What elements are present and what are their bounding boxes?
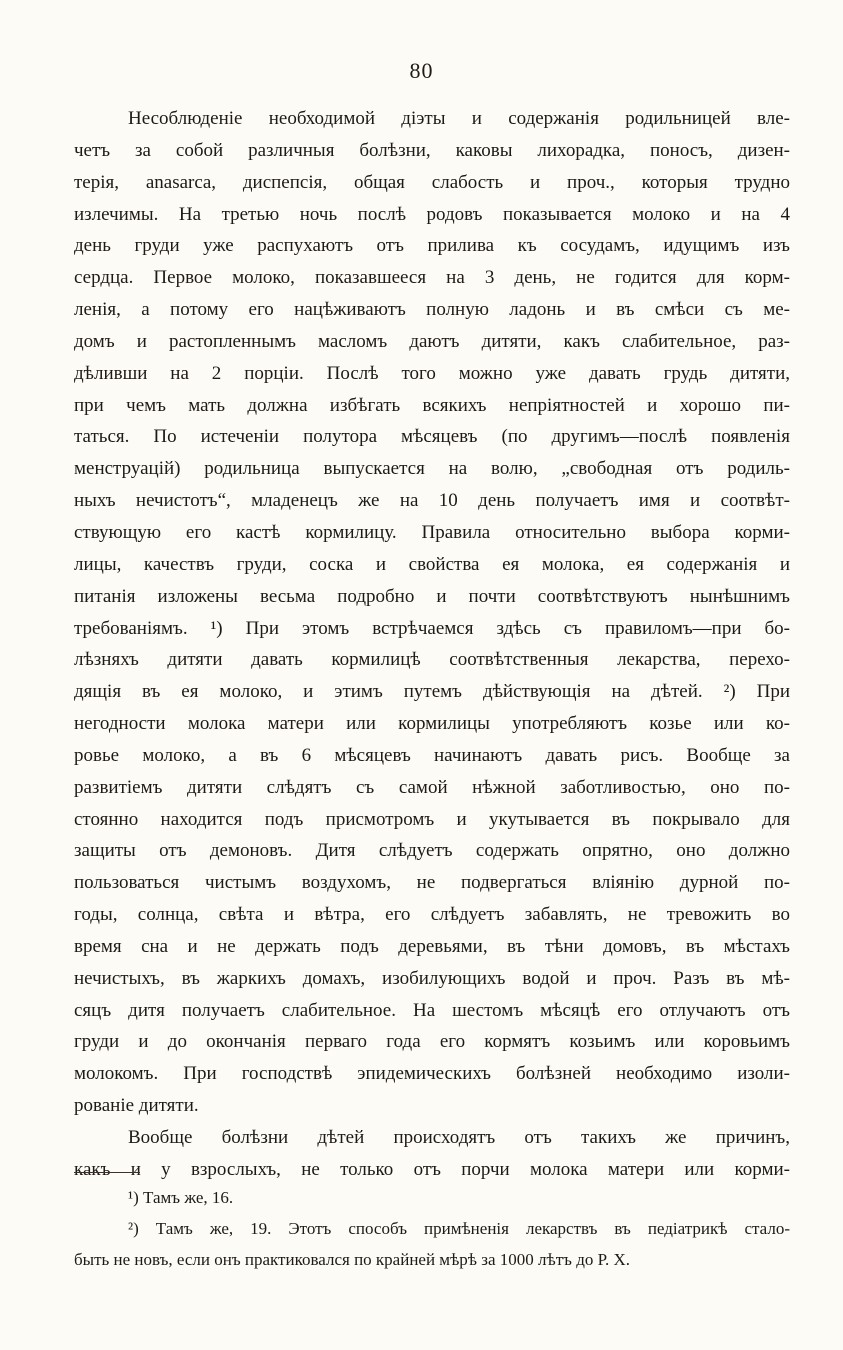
text-line: при чемъ мать должна избѣгать всякихъ непріятностей и хорошо пи- [74, 394, 790, 416]
text-line: пользоваться чистымъ воздухомъ, не подвергаться вліянію дурной по- [74, 872, 790, 894]
text-line: терія, anasarca, диспепсія, общая слабость и проч., которыя трудно [74, 171, 790, 193]
body-text [74, 103, 790, 1186]
text-line: лицы, качествъ груди, соска и свойства ея молока, ея содержанія и [74, 553, 790, 575]
page-number: 80 [409, 58, 434, 83]
text-line: нечистыхъ, въ жаркихъ домахъ, изобилующихъ водой и проч. Разъ въ мѣ- [74, 967, 790, 989]
text-line: время сна и не держать подъ деревьями, въ тѣни домовъ, въ мѣстахъ [74, 935, 790, 957]
text-line: менструацій) родильница выпускается на волю, „свободная отъ родиль- [74, 458, 790, 480]
text-line: сяцъ дитя получаетъ слабительное. На шестомъ мѣсяцѣ его отлучаютъ отъ [74, 999, 790, 1021]
text-line: молокомъ. При господствѣ эпидемическихъ болѣзней необходимо изоли- [74, 1063, 790, 1085]
text-line: ленія, а потому его нацѣживаютъ полную ладонь и въ смѣси съ ме- [74, 299, 790, 321]
text-line: требованіямъ. ¹) При этомъ встрѣчаемся здѣсь съ правиломъ—при бо- [74, 617, 790, 639]
footnote: ¹) Тамъ же, 16. [128, 1188, 234, 1207]
text-line: день груди уже распухаютъ отъ прилива къ сосудамъ, идущимъ изъ [74, 235, 790, 257]
text-line: ныхъ нечистотъ“, младенецъ же на 10 день получаетъ имя и соотвѣт- [74, 490, 790, 512]
footnote: быть не новъ, если онъ практиковался по крайней мѣрѣ за 1000 лѣтъ до Р. Х. [74, 1250, 630, 1269]
text-line: Несоблюденіе необходимой діэты и содержанія родильницей вле- [128, 108, 790, 129]
text-line: питанія изложены весьма подробно и почти соотвѣтствуютъ нынѣшнимъ [74, 585, 790, 607]
text-line: рованіе дитяти. [74, 1095, 199, 1117]
text-line: какъ и у взрослыхъ, не только отъ порчи молока матери или корми- [74, 1158, 790, 1180]
footnote-rule [74, 1172, 140, 1173]
text-line: ствующую его кастѣ кормилицу. Правила относительно выбора корми- [74, 521, 790, 543]
footnotes [74, 1182, 790, 1275]
text-line: дящія въ ея молоко, и этимъ путемъ дѣйствующія на дѣтей. ²) При [74, 681, 790, 703]
text-line: защиты отъ демоновъ. Дитя слѣдуетъ содержать опрятно, оно должно [74, 840, 790, 862]
text-line: лѣзняхъ дитяти давать кормилицѣ соотвѣтственныя лекарства, перехо- [74, 649, 790, 671]
text-line: стоянно находится подъ присмотромъ и укутывается въ покрывало для [74, 808, 790, 830]
text-line: ровье молоко, а въ 6 мѣсяцевъ начинаютъ давать рисъ. Вообще за [74, 744, 790, 766]
text-line: годы, солнца, свѣта и вѣтра, его слѣдуетъ забавлять, не тревожить во [74, 904, 790, 926]
text-line: домъ и растопленнымъ масломъ даютъ дитяти, какъ слабительное, раз- [74, 330, 790, 352]
text-line: излечимы. На третью ночь послѣ родовъ показывается молоко и на 4 [74, 203, 790, 225]
text-line: груди и до окончанія перваго года его кормятъ козьимъ или коровьимъ [74, 1031, 790, 1053]
text-line: сердца. Первое молоко, показавшееся на 3 день, не годится для корм- [74, 267, 790, 289]
text-line: негодности молока матери или кормилицы употребляютъ козье или ко- [74, 713, 790, 735]
text-line: четъ за собой различныя болѣзни, каковы лихорадка, поносъ, дизен- [74, 139, 790, 161]
text-line: Вообще болѣзни дѣтей происходятъ отъ такихъ же причинъ, [128, 1127, 790, 1148]
text-line: дѣливши на 2 порціи. Послѣ того можно уже давать грудь дитяти, [74, 362, 790, 384]
text-line: таться. По истеченіи полутора мѣсяцевъ (по другимъ—послѣ появленія [74, 426, 790, 448]
text-line: развитіемъ дитяти слѣдятъ съ самой нѣжной заботливостью, оно по- [74, 776, 790, 798]
footnote: ²) Тамъ же, 19. Этотъ способъ примѣненія лекарствъ въ педіатрикѣ стало- [128, 1219, 790, 1238]
